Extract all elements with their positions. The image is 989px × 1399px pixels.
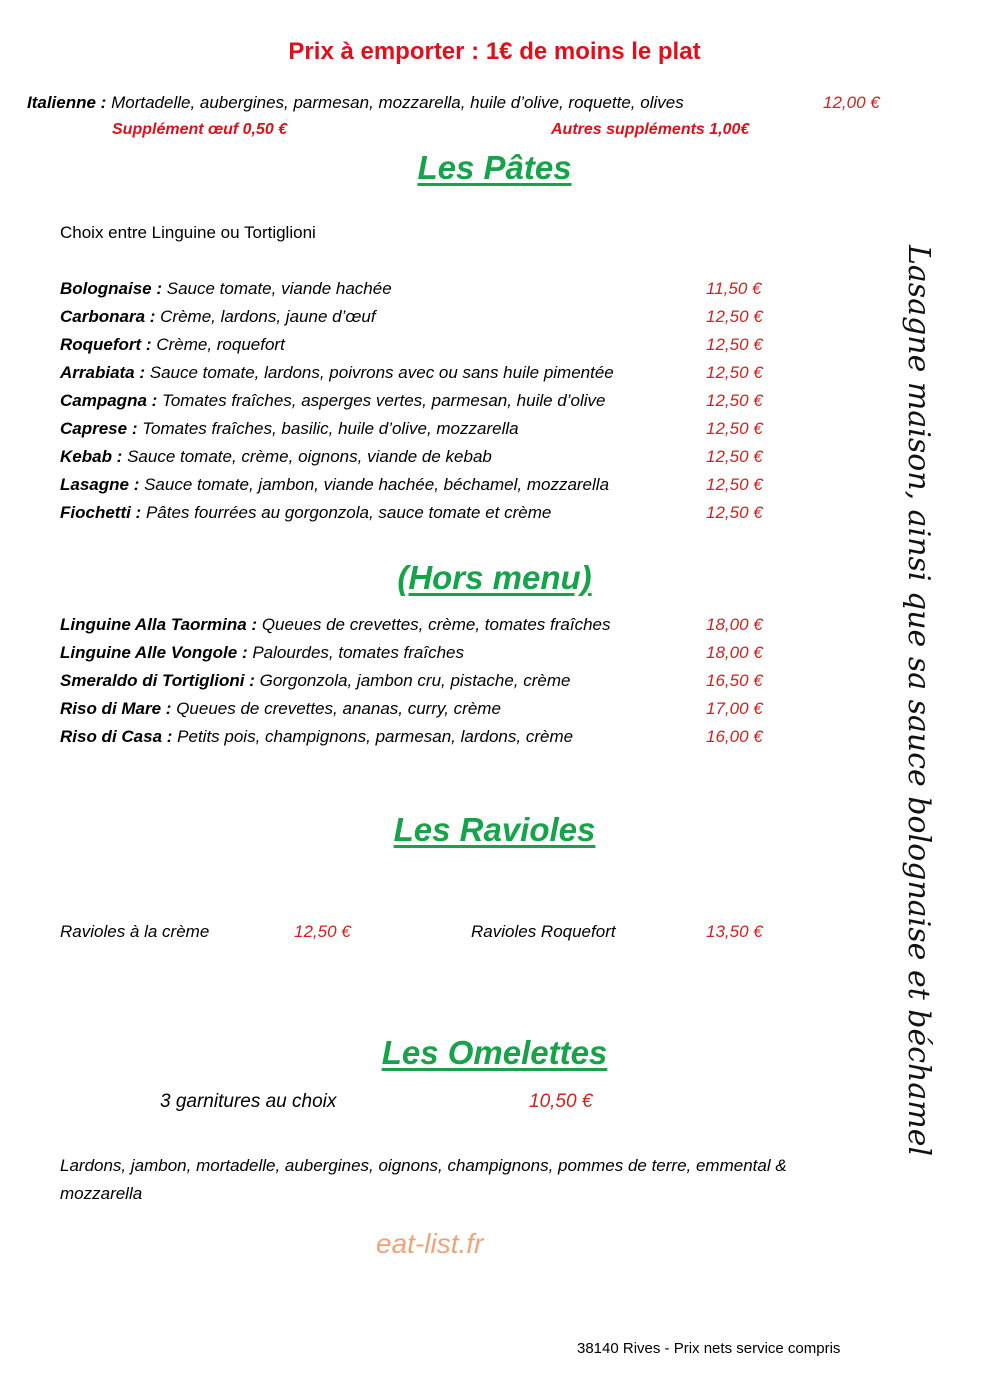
menu-item bbox=[60, 727, 573, 747]
pasta-choice-note: Choix entre Linguine ou Tortiglioni bbox=[60, 223, 316, 242]
ravioles-creme-name: Ravioles à la crème bbox=[60, 922, 210, 941]
item-name: Arrabiata : bbox=[60, 363, 146, 382]
menu-item bbox=[60, 363, 614, 383]
item-name: Linguine Alle Vongole : bbox=[60, 643, 248, 662]
item-price: 11,50 € bbox=[706, 279, 762, 298]
menu-item bbox=[60, 391, 606, 411]
menu-item bbox=[60, 671, 570, 691]
ravioles-roquefort-name: Ravioles Roquefort bbox=[471, 922, 616, 941]
item-desc: Pâtes fourrées au gorgonzola, sauce tomate et crème bbox=[141, 503, 552, 522]
item-desc: Tomates fraîches, asperges vertes, parmesan, huile d’olive bbox=[157, 391, 606, 410]
menu-item bbox=[60, 643, 464, 663]
item-desc: Crème, lardons, jaune d’œuf bbox=[155, 307, 376, 326]
item-desc: Sauce tomate, lardons, poivrons avec ou sans huile pimentée bbox=[145, 363, 614, 382]
item-price: 12,50 € bbox=[706, 503, 763, 522]
hors-menu-heading: (Hors menu) bbox=[397, 559, 592, 596]
italienne-name: Italienne : bbox=[27, 93, 107, 112]
item-desc: Tomates fraîches, basilic, huile d’olive, mozzarella bbox=[137, 419, 519, 438]
ravioles-creme-price: 12,50 € bbox=[294, 922, 351, 941]
item-name: Carbonara : bbox=[60, 307, 156, 326]
item-desc: Sauce tomate, jambon, viande hachée, béchamel, mozzarella bbox=[139, 475, 610, 494]
item-price: 17,00 € bbox=[706, 699, 763, 718]
item-desc: Queues de crevettes, ananas, curry, crème bbox=[171, 699, 501, 718]
menu-item bbox=[60, 307, 376, 327]
item-name: Caprese : bbox=[60, 419, 138, 438]
item-name: Smeraldo di Tortiglioni : bbox=[60, 671, 255, 690]
menu-item bbox=[60, 475, 609, 495]
item-name: Kebab : bbox=[60, 447, 123, 466]
menu-item bbox=[60, 335, 285, 355]
item-price: 12,50 € bbox=[706, 335, 763, 354]
item-price: 12,50 € bbox=[706, 363, 763, 382]
item-name: Riso di Mare : bbox=[60, 699, 172, 718]
egg-supplement: Supplément œuf 0,50 € bbox=[112, 121, 288, 138]
menu-item bbox=[60, 615, 610, 635]
omelette-offer: 3 garnitures au choix bbox=[160, 1091, 337, 1112]
takeaway-notice: Prix à emporter : 1€ de moins le plat bbox=[288, 38, 701, 65]
item-name: Linguine Alla Taormina : bbox=[60, 615, 258, 634]
item-name: Roquefort : bbox=[60, 335, 152, 354]
menu-item bbox=[60, 503, 551, 523]
item-desc: Petits pois, champignons, parmesan, lardons, crème bbox=[172, 727, 574, 746]
item-price: 18,00 € bbox=[706, 615, 763, 634]
menu-item bbox=[60, 419, 519, 439]
omelette-garnish-line2: mozzarella bbox=[60, 1184, 143, 1203]
omelettes-heading: Les Omelettes bbox=[381, 1034, 608, 1071]
item-name: Campagna : bbox=[60, 391, 158, 410]
menu-item bbox=[60, 699, 501, 719]
item-price: 12,50 € bbox=[706, 447, 763, 466]
item-desc: Palourdes, tomates fraîches bbox=[247, 643, 465, 662]
item-price: 18,00 € bbox=[706, 643, 763, 662]
menu-item bbox=[60, 279, 392, 299]
item-price: 12,50 € bbox=[706, 475, 763, 494]
item-desc: Sauce tomate, viande hachée bbox=[162, 279, 392, 298]
item-name: Bolognaise : bbox=[60, 279, 163, 298]
item-desc: Gorgonzola, jambon cru, pistache, crème bbox=[254, 671, 571, 690]
italienne-item bbox=[27, 93, 684, 113]
italienne-price: 12,00 € bbox=[823, 93, 880, 112]
ravioles-heading: Les Ravioles bbox=[393, 811, 596, 848]
footer-address: 38140 Rives - Prix nets service compris bbox=[577, 1340, 841, 1357]
omelette-price: 10,50 € bbox=[529, 1091, 593, 1112]
menu-item bbox=[60, 447, 492, 467]
item-price: 16,00 € bbox=[706, 727, 763, 746]
item-desc: Queues de crevettes, crème, tomates fraîches bbox=[257, 615, 611, 634]
item-price: 12,50 € bbox=[706, 391, 763, 410]
ravioles-roquefort-price: 13,50 € bbox=[706, 922, 763, 941]
other-supplements: Autres suppléments 1,00€ bbox=[551, 121, 750, 138]
lasagne-side-note: Lasagne maison, ainsi que sa sauce bolognaise et béchamel bbox=[901, 245, 936, 1157]
item-price: 16,50 € bbox=[706, 671, 763, 690]
item-name: Lasagne : bbox=[60, 475, 140, 494]
item-price: 12,50 € bbox=[706, 419, 763, 438]
pates-heading: Les Pâtes bbox=[417, 149, 572, 186]
item-name: Riso di Casa : bbox=[60, 727, 173, 746]
item-desc: Crème, roquefort bbox=[151, 335, 285, 354]
item-desc: Sauce tomate, crème, oignons, viande de kebab bbox=[122, 447, 492, 466]
watermark: eat-list.fr bbox=[376, 1228, 484, 1259]
item-price: 12,50 € bbox=[706, 307, 763, 326]
italienne-desc: Mortadelle, aubergines, parmesan, mozzarella, huile d’olive, roquette, olives bbox=[106, 93, 684, 112]
item-name: Fiochetti : bbox=[60, 503, 142, 522]
omelette-garnish-line1: Lardons, jambon, mortadelle, aubergines, oignons, champignons, pommes de terre, emmental & bbox=[60, 1156, 787, 1175]
